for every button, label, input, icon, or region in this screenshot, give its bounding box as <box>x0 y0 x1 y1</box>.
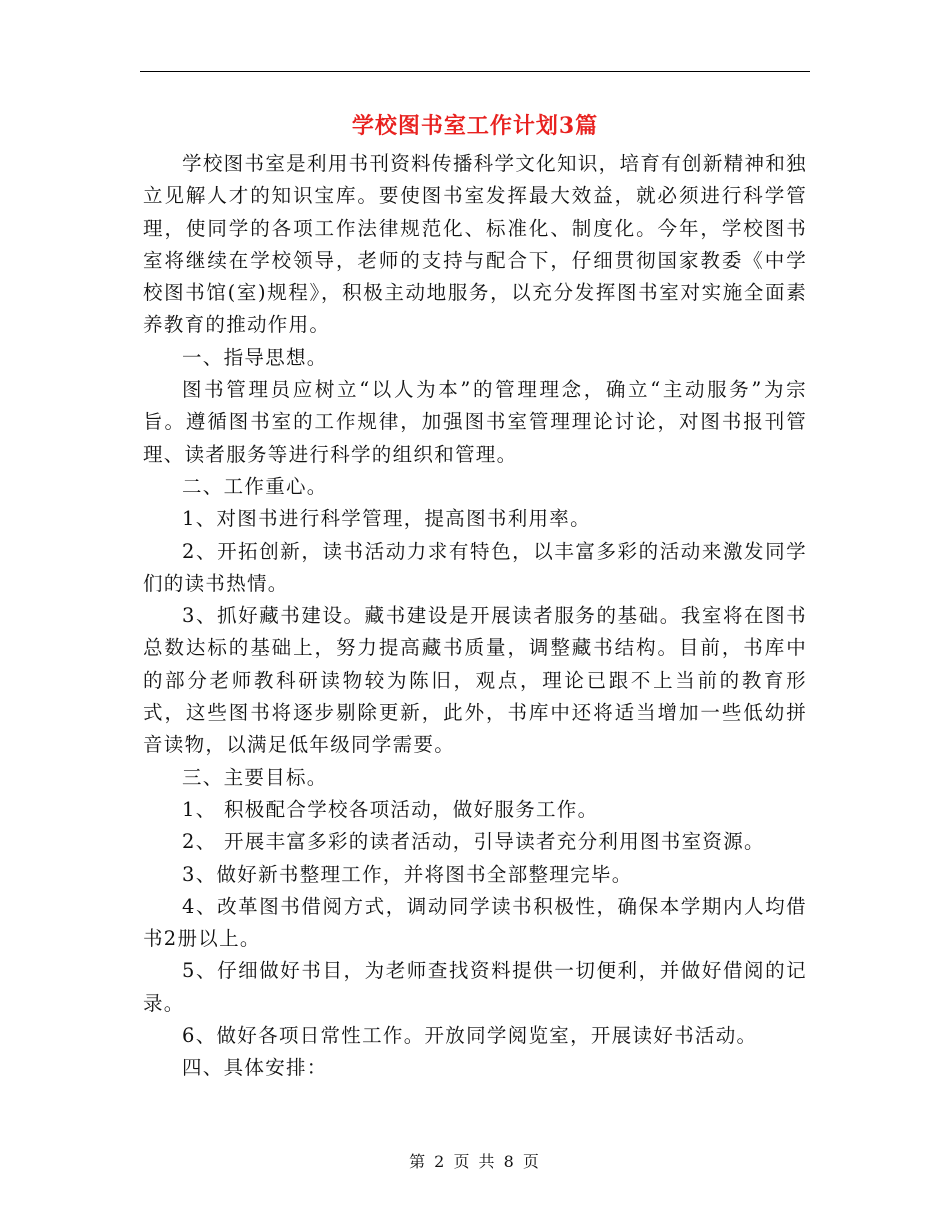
goal-item-5: 5、仔细做好书目，为老师查找资料提供一切便利，并做好借阅的记录。 <box>143 959 807 1015</box>
page-footer: 第 2 页 共 8 页 <box>409 1152 541 1171</box>
goal-item-2: 2、 开展丰富多彩的读者活动，引导读者充分利用图书室资源。 <box>182 830 765 854</box>
section-heading-work-focus: 二、工作重心。 <box>182 474 328 498</box>
document-title: 学校图书室工作计划3篇 <box>351 113 599 139</box>
goal-item-4: 4、改革图书借阅方式，调动同学读书积极性，确保本学期内人均借书2册以上。 <box>143 894 807 951</box>
document-body <box>143 148 807 1085</box>
goal-item-3: 3、做好新书整理工作，并将图书全部整理完毕。 <box>182 862 633 886</box>
work-focus-item-1: 1、对图书进行科学管理，提高图书利用率。 <box>182 507 591 531</box>
header-rule <box>140 71 810 72</box>
work-focus-item-2: 2、开拓创新，读书活动力求有特色，以丰富多彩的活动来激发同学们的读书热情。 <box>143 539 807 595</box>
guiding-ideas-paragraph: 图书管理员应树立“以人为本”的管理理念，确立“主动服务”为宗旨。遵循图书室的工作规律，加强图书室管理理论讨论，对图书报刊管理、读者服务等进行科学的组织和管理。 <box>143 378 807 466</box>
section-heading-guiding-ideas: 一、指导思想。 <box>182 345 328 369</box>
section-heading-main-goals: 三、主要目标。 <box>182 765 328 789</box>
goal-item-6: 6、做好各项日常性工作。开放同学阅览室，开展读好书活动。 <box>182 1024 758 1048</box>
goal-item-1: 1、 积极配合学校各项活动，做好服务工作。 <box>182 797 599 821</box>
section-heading-arrangements: 四、具体安排： <box>182 1056 328 1080</box>
work-focus-item-3: 3、抓好藏书建设。藏书建设是开展读者服务的基础。我室将在图书总数达标的基础上，努力提高藏书质量，调整藏书结构。目前，书库中的部分老师教科研读物较为陈旧，观点，理论已跟不上当前的教育形式，这些图书将逐步剔除更新，此外，书库中还将适当增加一些低幼拼音读物，以满足低年级同学需要。 <box>143 604 807 757</box>
intro-paragraph: 学校图书室是利用书刊资料传播科学文化知识，培育有创新精神和独立见解人才的知识宝库。要使图书室发挥最大效益，就必须进行科学管理，使同学的各项工作法律规范化、标准化、制度化。今年，学校图书室将继续在学校领导，老师的支持与配合下，仔细贯彻国家教委《中学校图书馆(室)规程》，积极主动地服务，以充分发挥图书室对实施全面素养教育的推动作用。 <box>143 152 807 337</box>
